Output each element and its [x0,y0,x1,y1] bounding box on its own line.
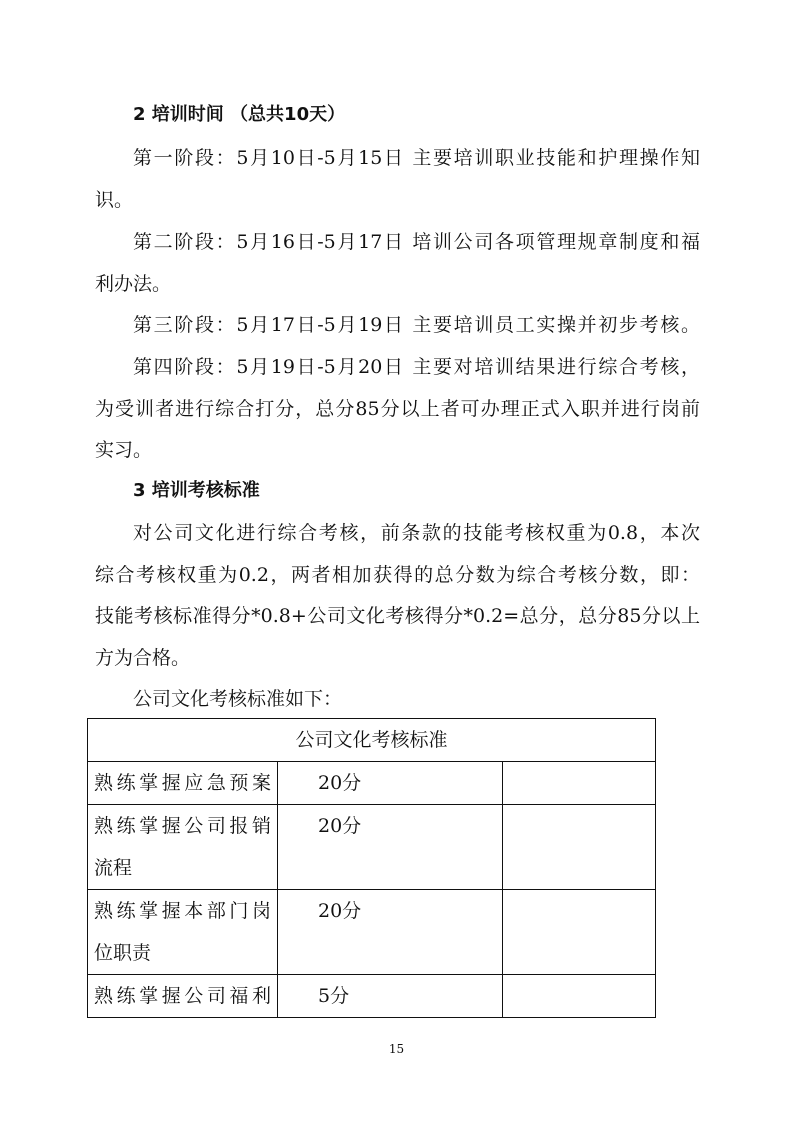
stage-1-line-2: 识。 [95,189,134,211]
section-3-para-line-4: 方为合格。 [95,647,191,669]
section-3-para-line-1: 对公司文化进行综合考核，前条款的技能考核权重为0.8，本次 [133,522,700,544]
stage-1-line-1: 第一阶段：5月10日-5月15日 主要培训职业技能和护理操作知 [133,147,700,169]
row-note [503,975,656,1018]
section-3-heading: 3 培训考核标准 [133,480,260,501]
table-row [88,805,656,890]
row-item-text: 位职责 [94,942,152,964]
page-number: 15 [388,1042,405,1056]
table-row [88,762,656,805]
row-score: 20分 [278,762,503,805]
row-note [503,762,656,805]
row-score: 20分 [278,890,503,975]
section-3-para-line-2: 综合考核权重为0.2，两者相加获得的总分数为综合考核分数，即： [95,564,700,586]
row-score: 20分 [278,805,503,890]
row-item-text: 流程 [94,857,133,879]
row-item-text: 熟练掌握公司福利 [94,985,271,1007]
row-item-text: 熟练掌握公司报销 [94,815,271,837]
row-item [88,805,278,890]
row-item [88,762,278,805]
table-title: 公司文化考核标准 [88,719,656,762]
row-note [503,890,656,975]
section-2-heading: 2 培训时间 （总共10天） [133,104,346,125]
culture-assessment-table [87,718,656,1018]
stage-3-line-1: 第三阶段：5月17日-5月19日 主要培训员工实操并初步考核。 [133,314,700,336]
row-note [503,805,656,890]
row-item [88,890,278,975]
table-row [88,975,656,1018]
table-row [88,890,656,975]
stage-4-line-3: 实习。 [95,439,153,461]
stage-2-line-2: 利办法。 [95,273,172,295]
row-item-text: 熟练掌握本部门岗 [94,900,271,922]
stage-2-line-1: 第二阶段：5月16日-5月17日 培训公司各项管理规章制度和福 [133,231,700,253]
section-3-para-line-3: 技能考核标准得分*0.8+公司文化考核得分*0.2=总分，总分85分以上 [95,605,700,627]
row-score: 5分 [278,975,503,1018]
table-intro: 公司文化考核标准如下： [133,688,343,710]
stage-4-line-2: 为受训者进行综合打分，总分85分以上者可办理正式入职并进行岗前 [95,398,700,420]
row-item [88,975,278,1018]
row-item-text: 熟练掌握应急预案 [94,772,271,794]
stage-4-line-1: 第四阶段：5月19日-5月20日 主要对培训结果进行综合考核， [133,356,700,378]
